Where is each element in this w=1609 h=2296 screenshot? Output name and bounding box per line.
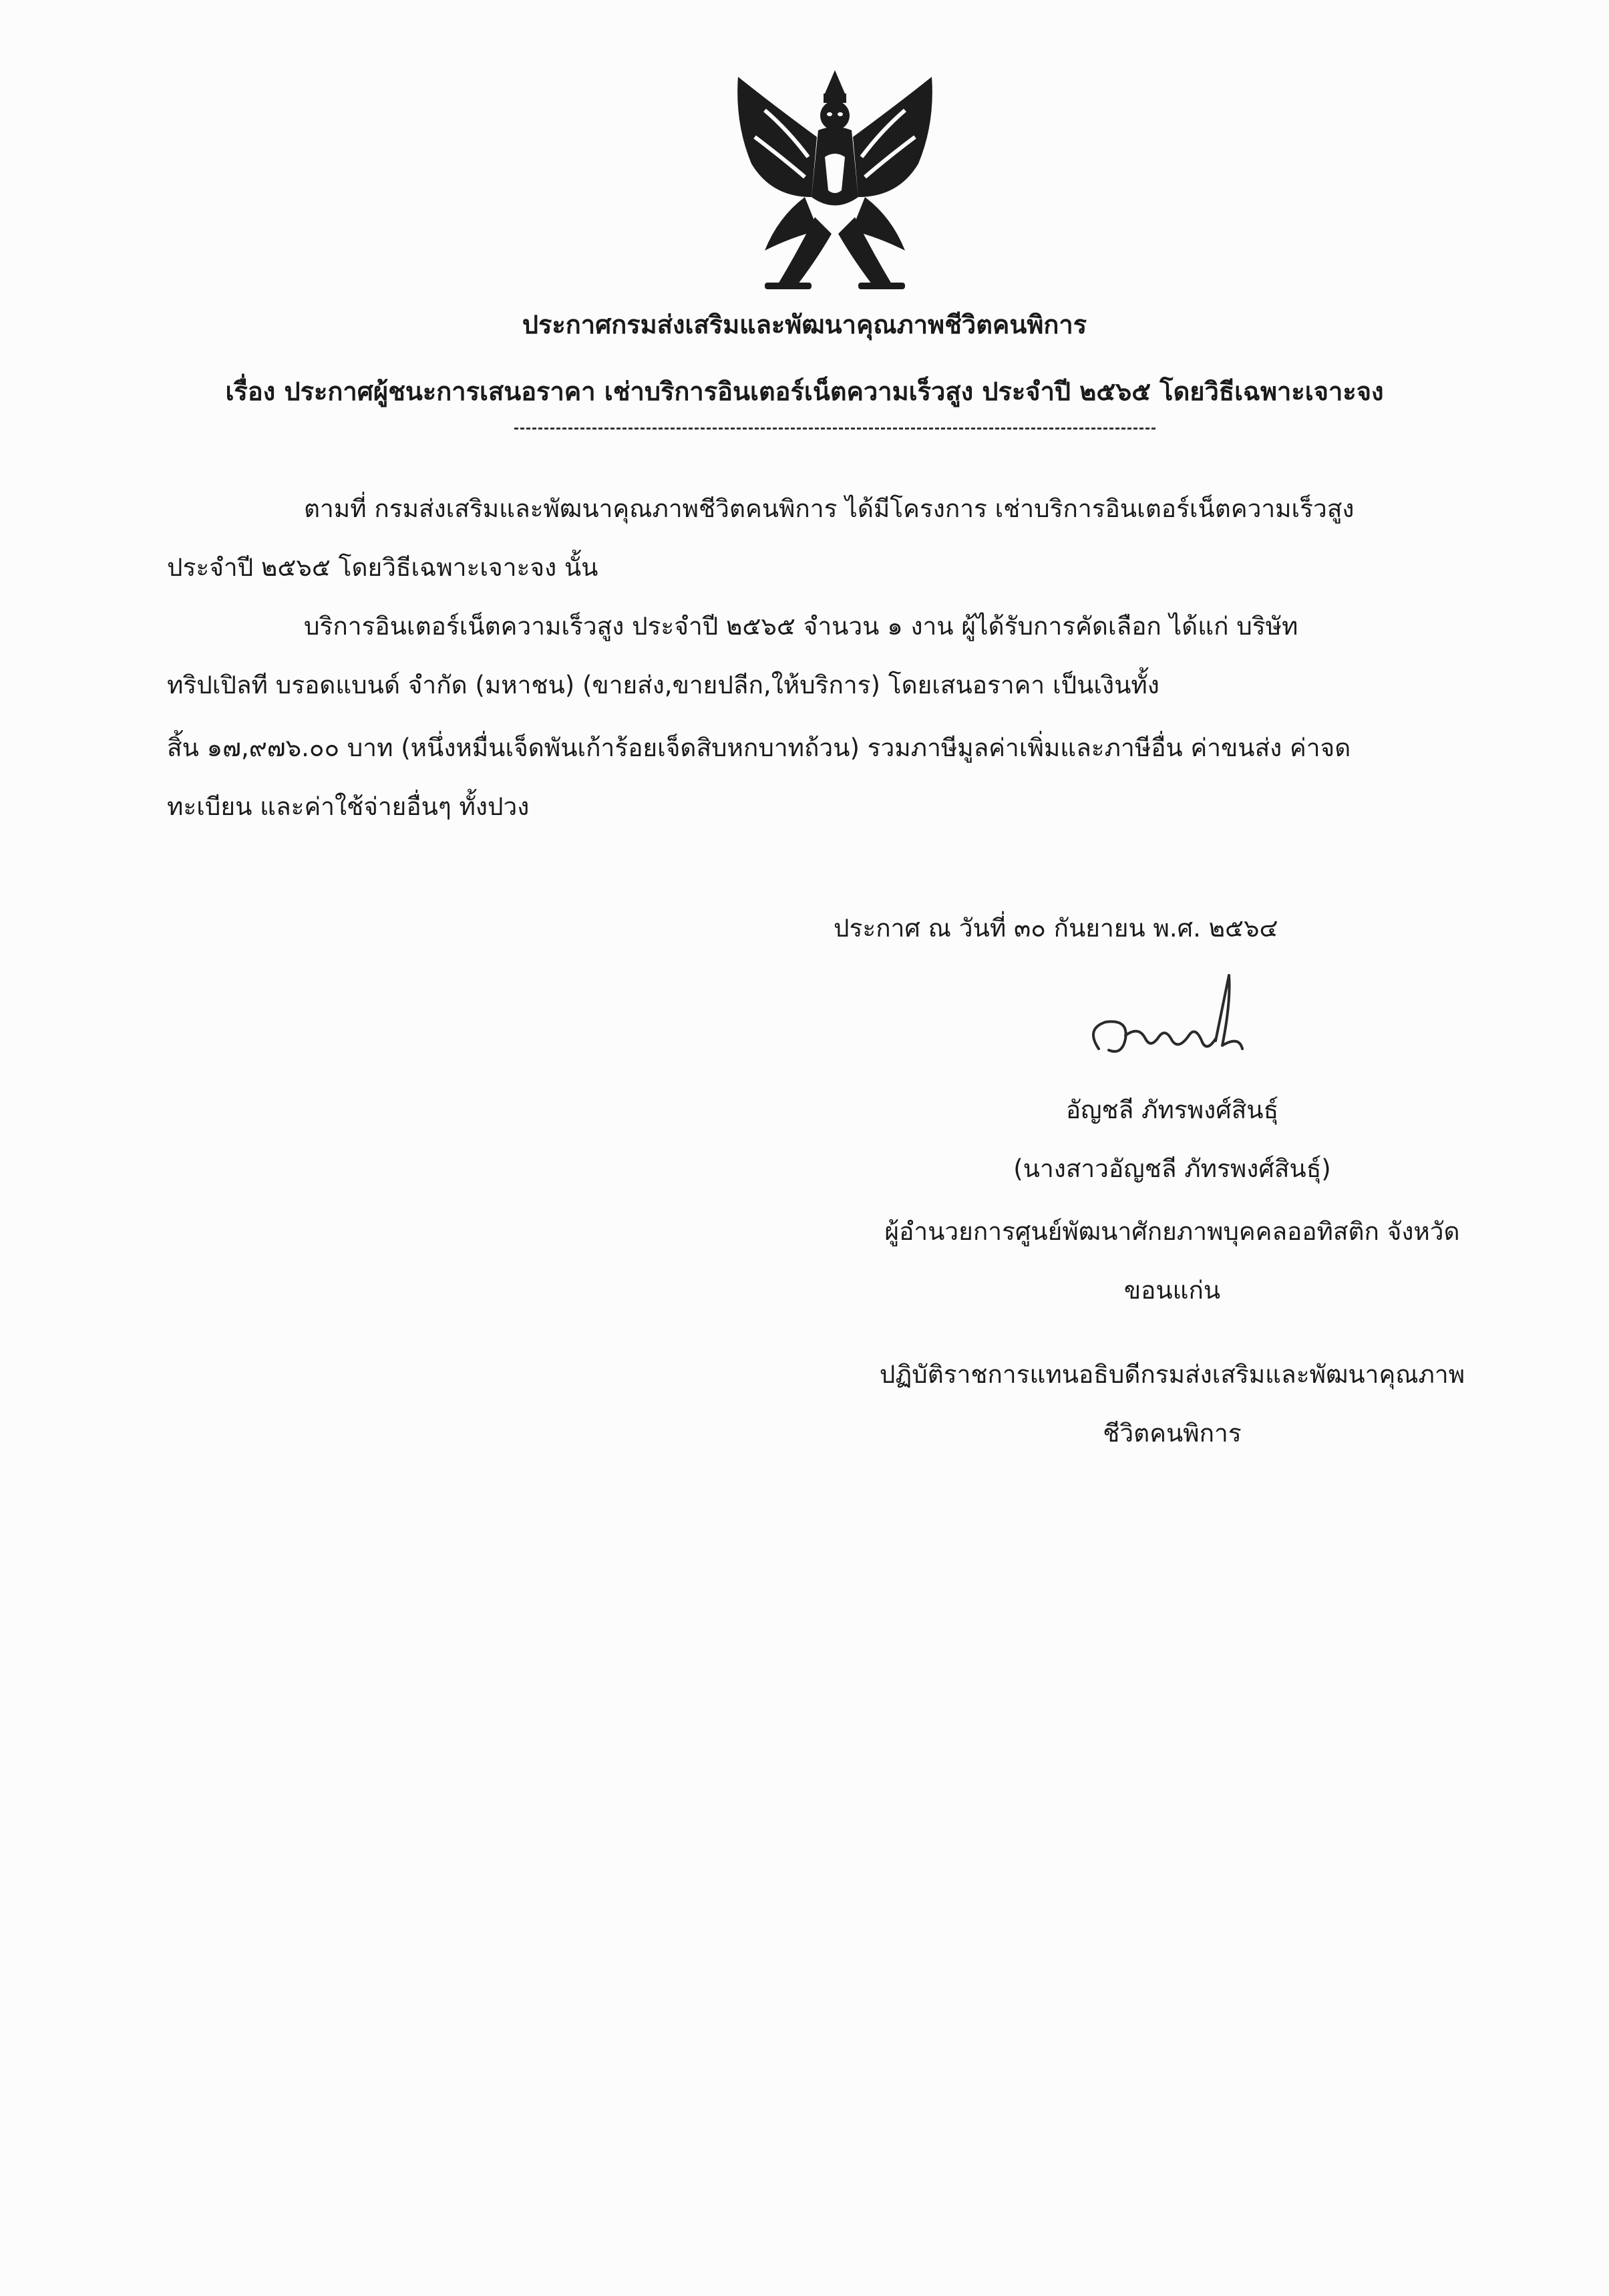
- signatory-acting-line-1: ปฏิบัติราชการแทนอธิบดีกรมส่งเสริมและพัฒนาคุณภาพ: [879, 1360, 1465, 1389]
- announcement-date: ประกาศ ณ วันที่ ๓๐ กันยายน พ.ศ. ๒๕๖๔: [834, 914, 1278, 943]
- signatory-position-line-1: ผู้อำนวยการศูนย์พัฒนาศักยภาพบุคคลออทิสติก จังหวัด: [884, 1217, 1460, 1246]
- title-divider: [514, 428, 1155, 430]
- signatory-full-name: (นางสาวอัญชลี ภัทรพงศ์สินธุ์): [1013, 1154, 1331, 1183]
- paragraph-2-line-1: บริการอินเตอร์เน็ตความเร็วสูง ประจำปี ๒๕๖๕ จำนวน ๑ งาน ผู้ได้รับการคัดเลือก ได้แก่ บริษัท: [304, 612, 1298, 641]
- paragraph-2-line-4: ทะเบียน และค่าใช้จ่ายอื่นๆ ทั้งปวง: [167, 792, 530, 821]
- signatory-name: อัญชลี ภัทรพงศ์สินธุ์: [1065, 1096, 1279, 1124]
- signatory-acting-line-2: ชีวิตคนพิการ: [1103, 1419, 1242, 1448]
- signatory-position-line-2: ขอนแก่น: [1123, 1276, 1221, 1305]
- document-subject: เรื่อง ประกาศผู้ชนะการเสนอราคา เช่าบริการอินเตอร์เน็ตความเร็วสูง ประจำปี ๒๕๖๕ โดยวิธีเฉพาะเจาะจง: [225, 377, 1384, 406]
- paragraph-1-line-1: ตามที่ กรมส่งเสริมและพัฒนาคุณภาพชีวิตคนพิการ ได้มีโครงการ เช่าบริการอินเตอร์เน็ตความเร็วสูง: [304, 494, 1355, 523]
- handwritten-signature-icon: [1079, 962, 1252, 1082]
- paragraph-2-line-2: ทริปเปิลที บรอดแบนด์ จำกัด (มหาชน) (ขายส่ง,ขายปลีก,ให้บริการ) โดยเสนอราคา เป็นเงินทั้ง: [167, 671, 1159, 699]
- document-title: ประกาศกรมส่งเสริมและพัฒนาคุณภาพชีวิตคนพิการ: [522, 310, 1087, 339]
- garuda-emblem-icon: [725, 63, 945, 297]
- paragraph-1-line-2: ประจำปี ๒๕๖๕ โดยวิธีเฉพาะเจาะจง นั้น: [167, 553, 598, 582]
- paragraph-2-line-3: สิ้น ๑๗,๙๗๖.๐๐ บาท (หนึ่งหมื่นเจ็ดพันเก้าร้อยเจ็ดสิบหกบาทถ้วน) รวมภาษีมูลค่าเพิ่มและภาษีอื่น ค่าขนส่ง ค่าจด: [167, 733, 1351, 762]
